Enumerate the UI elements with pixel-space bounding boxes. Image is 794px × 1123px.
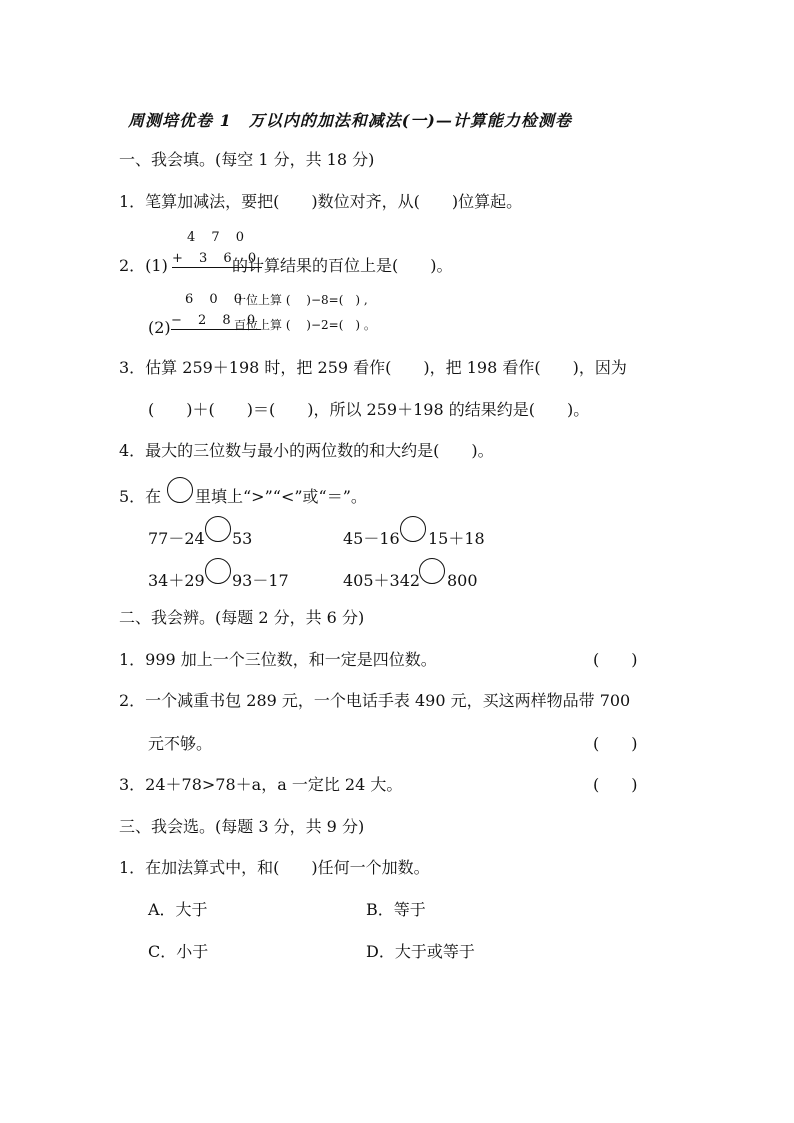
s1-question-3-line2: ( )＋( )＝( )，所以 259＋198 的结果约是( )。 (148, 400, 590, 419)
s3-option-a[interactable]: A．大于 (148, 900, 208, 919)
s1-question-1: 1．笔算加减法，要把( )数位对齐，从( )位算起。 (119, 192, 523, 211)
s1-q5-suffix: 里填上“>”“<”或“＝”。 (195, 487, 367, 506)
s2-q1-answer-paren[interactable]: ( ) (593, 650, 638, 669)
s1-q5-c-left: 34＋29 (148, 571, 205, 590)
s1-q2-2-minuend: 6 0 0 (185, 292, 249, 307)
s2-question-2-line1: 2．一个减重书包 289 元，一个电话手表 490 元，买这两样物品带 700 (119, 691, 631, 710)
s1-q2-2-line2: 百位上算 ( )−2=( ) 。 (234, 318, 376, 332)
s1-question-4: 4．最大的三位数与最小的两位数的和大约是( )。 (119, 441, 494, 460)
s1-q2-addend-top: 4 7 0 (187, 230, 251, 245)
s1-q5-a-right: 53 (232, 529, 253, 548)
s1-q5-b-answer-circle[interactable] (400, 516, 426, 542)
s2-q2-answer-paren[interactable]: ( ) (593, 734, 638, 753)
s1-q2-2-label: (2) (148, 318, 171, 337)
s3-option-b[interactable]: B．等于 (366, 900, 426, 919)
s2-question-2-line2: 元不够。 (148, 734, 213, 753)
s1-q2-text: 的计算结果的百位上是( )。 (232, 256, 453, 275)
s1-q5-d-right: 800 (447, 571, 478, 590)
s2-question-3: 3．24＋78>78＋a，a 一定比 24 大。 (119, 775, 403, 794)
s2-question-1: 1．999 加上一个三位数，和一定是四位数。 (119, 650, 437, 669)
s1-q5-d-left: 405＋342 (343, 571, 421, 590)
compare-circle-icon (167, 477, 193, 503)
s1-q5-d-answer-circle[interactable] (419, 558, 445, 584)
s1-q2-2-subtrahend: − 2 8 0 (171, 313, 262, 328)
s1-q2-label: 2．(1) (119, 256, 168, 275)
s1-q5-a-left: 77－24 (148, 529, 205, 548)
s3-option-c[interactable]: C．小于 (148, 942, 209, 961)
s1-q5-a-answer-circle[interactable] (205, 516, 231, 542)
section3-heading: 三、我会选。(每题 3 分，共 9 分) (119, 817, 365, 836)
s3-option-d[interactable]: D．大于或等于 (366, 942, 475, 961)
s1-q5-b-right: 15＋18 (428, 529, 485, 548)
s1-question-3-line1: 3．估算 259＋198 时，把 259 看作( )，把 198 看作( )，因为 (119, 358, 627, 377)
s1-q5-c-right: 93－17 (232, 571, 289, 590)
s2-q3-answer-paren[interactable]: ( ) (593, 775, 638, 794)
s1-q5-c-answer-circle[interactable] (205, 558, 231, 584)
page-title: 周测培优卷 1 万以内的加法和减法(一)—计算能力检测卷 (128, 111, 572, 130)
s1-q2-addend-bottom: + 3 6 0 (172, 251, 263, 266)
s3-question-1: 1．在加法算式中，和( )任何一个加数。 (119, 858, 430, 877)
section2-heading: 二、我会辨。(每题 2 分，共 6 分) (119, 608, 365, 627)
s1-q2-2-line1: 十位上算 ( )−8=( ) , (234, 293, 368, 307)
section1-heading: 一、我会填。(每空 1 分，共 18 分) (119, 150, 375, 169)
s1-q5-b-left: 45－16 (343, 529, 400, 548)
s1-q5-prefix: 5．在 (119, 487, 162, 506)
